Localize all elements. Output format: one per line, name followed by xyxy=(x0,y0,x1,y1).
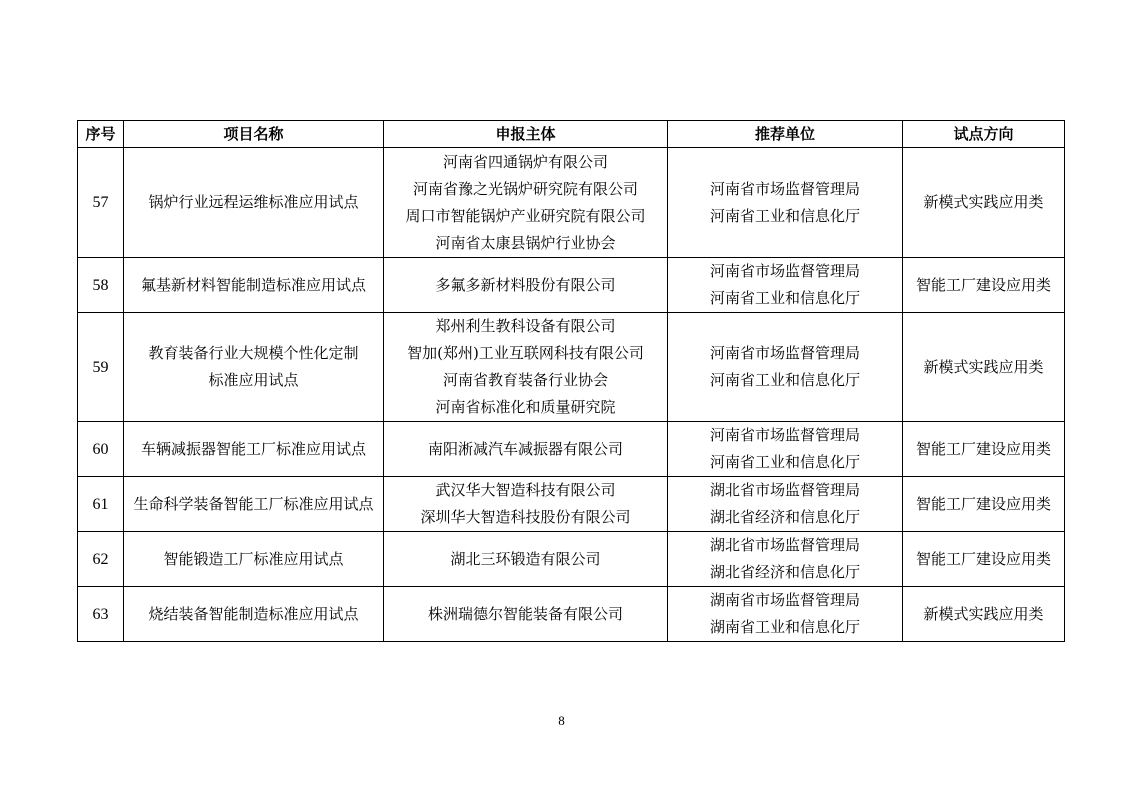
cell-project-name xyxy=(124,477,384,532)
cell-project-name-line: 教育装备行业大规模个性化定制 xyxy=(148,344,359,362)
cell-seq: 62 xyxy=(78,532,124,587)
cell-applicant-line: 南阳淅减汽车减振器有限公司 xyxy=(427,439,623,458)
cell-applicant xyxy=(384,587,668,642)
cell-recommender-line: 河南省工业和信息化厅 xyxy=(709,371,860,389)
cell-recommender-line: 湖北省市场监督管理局 xyxy=(709,481,860,499)
cell-applicant-line: 智加(郑州)工业互联网科技有限公司 xyxy=(407,344,644,362)
header-direction: 试点方向 xyxy=(903,121,1065,148)
cell-seq: 61 xyxy=(78,477,124,532)
cell-direction: 智能工厂建设应用类 xyxy=(903,532,1065,587)
cell-project-name xyxy=(124,258,384,313)
cell-recommender-line: 湖北省经济和信息化厅 xyxy=(709,508,860,526)
cell-project-name-line: 锅炉行业远程运维标准应用试点 xyxy=(148,193,359,211)
page-number: 8 xyxy=(558,713,565,728)
cell-applicant-line: 武汉华大智造科技有限公司 xyxy=(435,481,616,499)
cell-project-name xyxy=(124,587,384,642)
cell-applicant-line: 河南省四通锅炉有限公司 xyxy=(442,152,608,171)
cell-applicant-line: 周口市智能锅炉产业研究院有限公司 xyxy=(405,206,646,225)
cell-applicant xyxy=(384,422,668,477)
cell-applicant xyxy=(384,477,668,532)
cell-applicant xyxy=(384,258,668,313)
cell-seq: 58 xyxy=(78,258,124,313)
cell-project-name xyxy=(124,148,384,258)
cell-applicant-line: 河南省太康县锅炉行业协会 xyxy=(435,233,616,252)
cell-seq: 63 xyxy=(78,587,124,642)
cell-project-name-line: 生命科学装备智能工厂标准应用试点 xyxy=(133,494,374,513)
cell-recommender-line: 河南省市场监督管理局 xyxy=(709,179,860,198)
cell-seq: 59 xyxy=(78,313,124,422)
cell-recommender xyxy=(668,258,903,313)
cell-recommender-line: 河南省市场监督管理局 xyxy=(709,344,860,362)
cell-project-name xyxy=(124,422,384,477)
cell-recommender xyxy=(668,313,903,422)
cell-applicant-line: 株洲瑞德尔智能装备有限公司 xyxy=(427,604,623,623)
cell-recommender-line: 河南省市场监督管理局 xyxy=(709,262,860,280)
cell-recommender xyxy=(668,532,903,587)
table-row xyxy=(78,477,1065,532)
header-recommender: 推荐单位 xyxy=(668,121,903,148)
header-project-name: 项目名称 xyxy=(124,121,384,148)
cell-recommender xyxy=(668,477,903,532)
cell-project-name xyxy=(124,313,384,422)
table-body xyxy=(78,148,1065,642)
cell-recommender-line: 河南省工业和信息化厅 xyxy=(709,289,860,307)
cell-recommender xyxy=(668,148,903,258)
cell-seq: 57 xyxy=(78,148,124,258)
cell-applicant xyxy=(384,532,668,587)
cell-recommender xyxy=(668,587,903,642)
table-row xyxy=(78,532,1065,587)
cell-applicant-line: 多氟多新材料股份有限公司 xyxy=(435,275,616,294)
cell-applicant xyxy=(384,313,668,422)
cell-recommender-line: 湖北省经济和信息化厅 xyxy=(709,563,860,581)
table-row xyxy=(78,587,1065,642)
cell-recommender-line: 湖北省市场监督管理局 xyxy=(709,536,860,554)
cell-direction: 智能工厂建设应用类 xyxy=(903,258,1065,313)
cell-recommender-line: 河南省工业和信息化厅 xyxy=(709,453,860,471)
cell-recommender-line: 湖南省工业和信息化厅 xyxy=(709,618,860,636)
table-header-row xyxy=(78,121,1065,148)
cell-direction: 新模式实践应用类 xyxy=(903,148,1065,258)
cell-project-name xyxy=(124,532,384,587)
cell-direction: 新模式实践应用类 xyxy=(903,587,1065,642)
cell-recommender-line: 湖南省市场监督管理局 xyxy=(709,591,860,609)
cell-direction: 智能工厂建设应用类 xyxy=(903,477,1065,532)
cell-applicant xyxy=(384,148,668,258)
cell-applicant-line: 河南省标准化和质量研究院 xyxy=(435,398,616,416)
cell-recommender xyxy=(668,422,903,477)
cell-project-name-line: 氟基新材料智能制造标准应用试点 xyxy=(140,275,366,294)
cell-applicant-line: 河南省豫之光锅炉研究院有限公司 xyxy=(412,179,638,198)
header-seq: 序号 xyxy=(78,121,124,148)
table-row xyxy=(78,422,1065,477)
table-row xyxy=(78,258,1065,313)
cell-seq: 60 xyxy=(78,422,124,477)
cell-recommender-line: 河南省工业和信息化厅 xyxy=(709,206,860,225)
cell-applicant-line: 深圳华大智造科技股份有限公司 xyxy=(420,508,631,526)
header-applicant: 申报主体 xyxy=(384,121,668,148)
cell-project-name-line: 烧结装备智能制造标准应用试点 xyxy=(148,604,359,623)
pilot-projects-table xyxy=(77,120,1065,642)
cell-project-name-line: 车辆减振器智能工厂标准应用试点 xyxy=(140,439,366,458)
cell-applicant-line: 郑州利生教科设备有限公司 xyxy=(435,317,616,335)
cell-project-name-line: 标准应用试点 xyxy=(208,371,299,389)
cell-direction: 新模式实践应用类 xyxy=(903,313,1065,422)
cell-direction: 智能工厂建设应用类 xyxy=(903,422,1065,477)
cell-applicant-line: 湖北三环锻造有限公司 xyxy=(450,549,601,568)
table-row xyxy=(78,148,1065,258)
cell-project-name-line: 智能锻造工厂标准应用试点 xyxy=(163,549,344,568)
cell-recommender-line: 河南省市场监督管理局 xyxy=(709,426,860,444)
table-row xyxy=(78,313,1065,422)
cell-applicant-line: 河南省教育装备行业协会 xyxy=(442,371,608,389)
